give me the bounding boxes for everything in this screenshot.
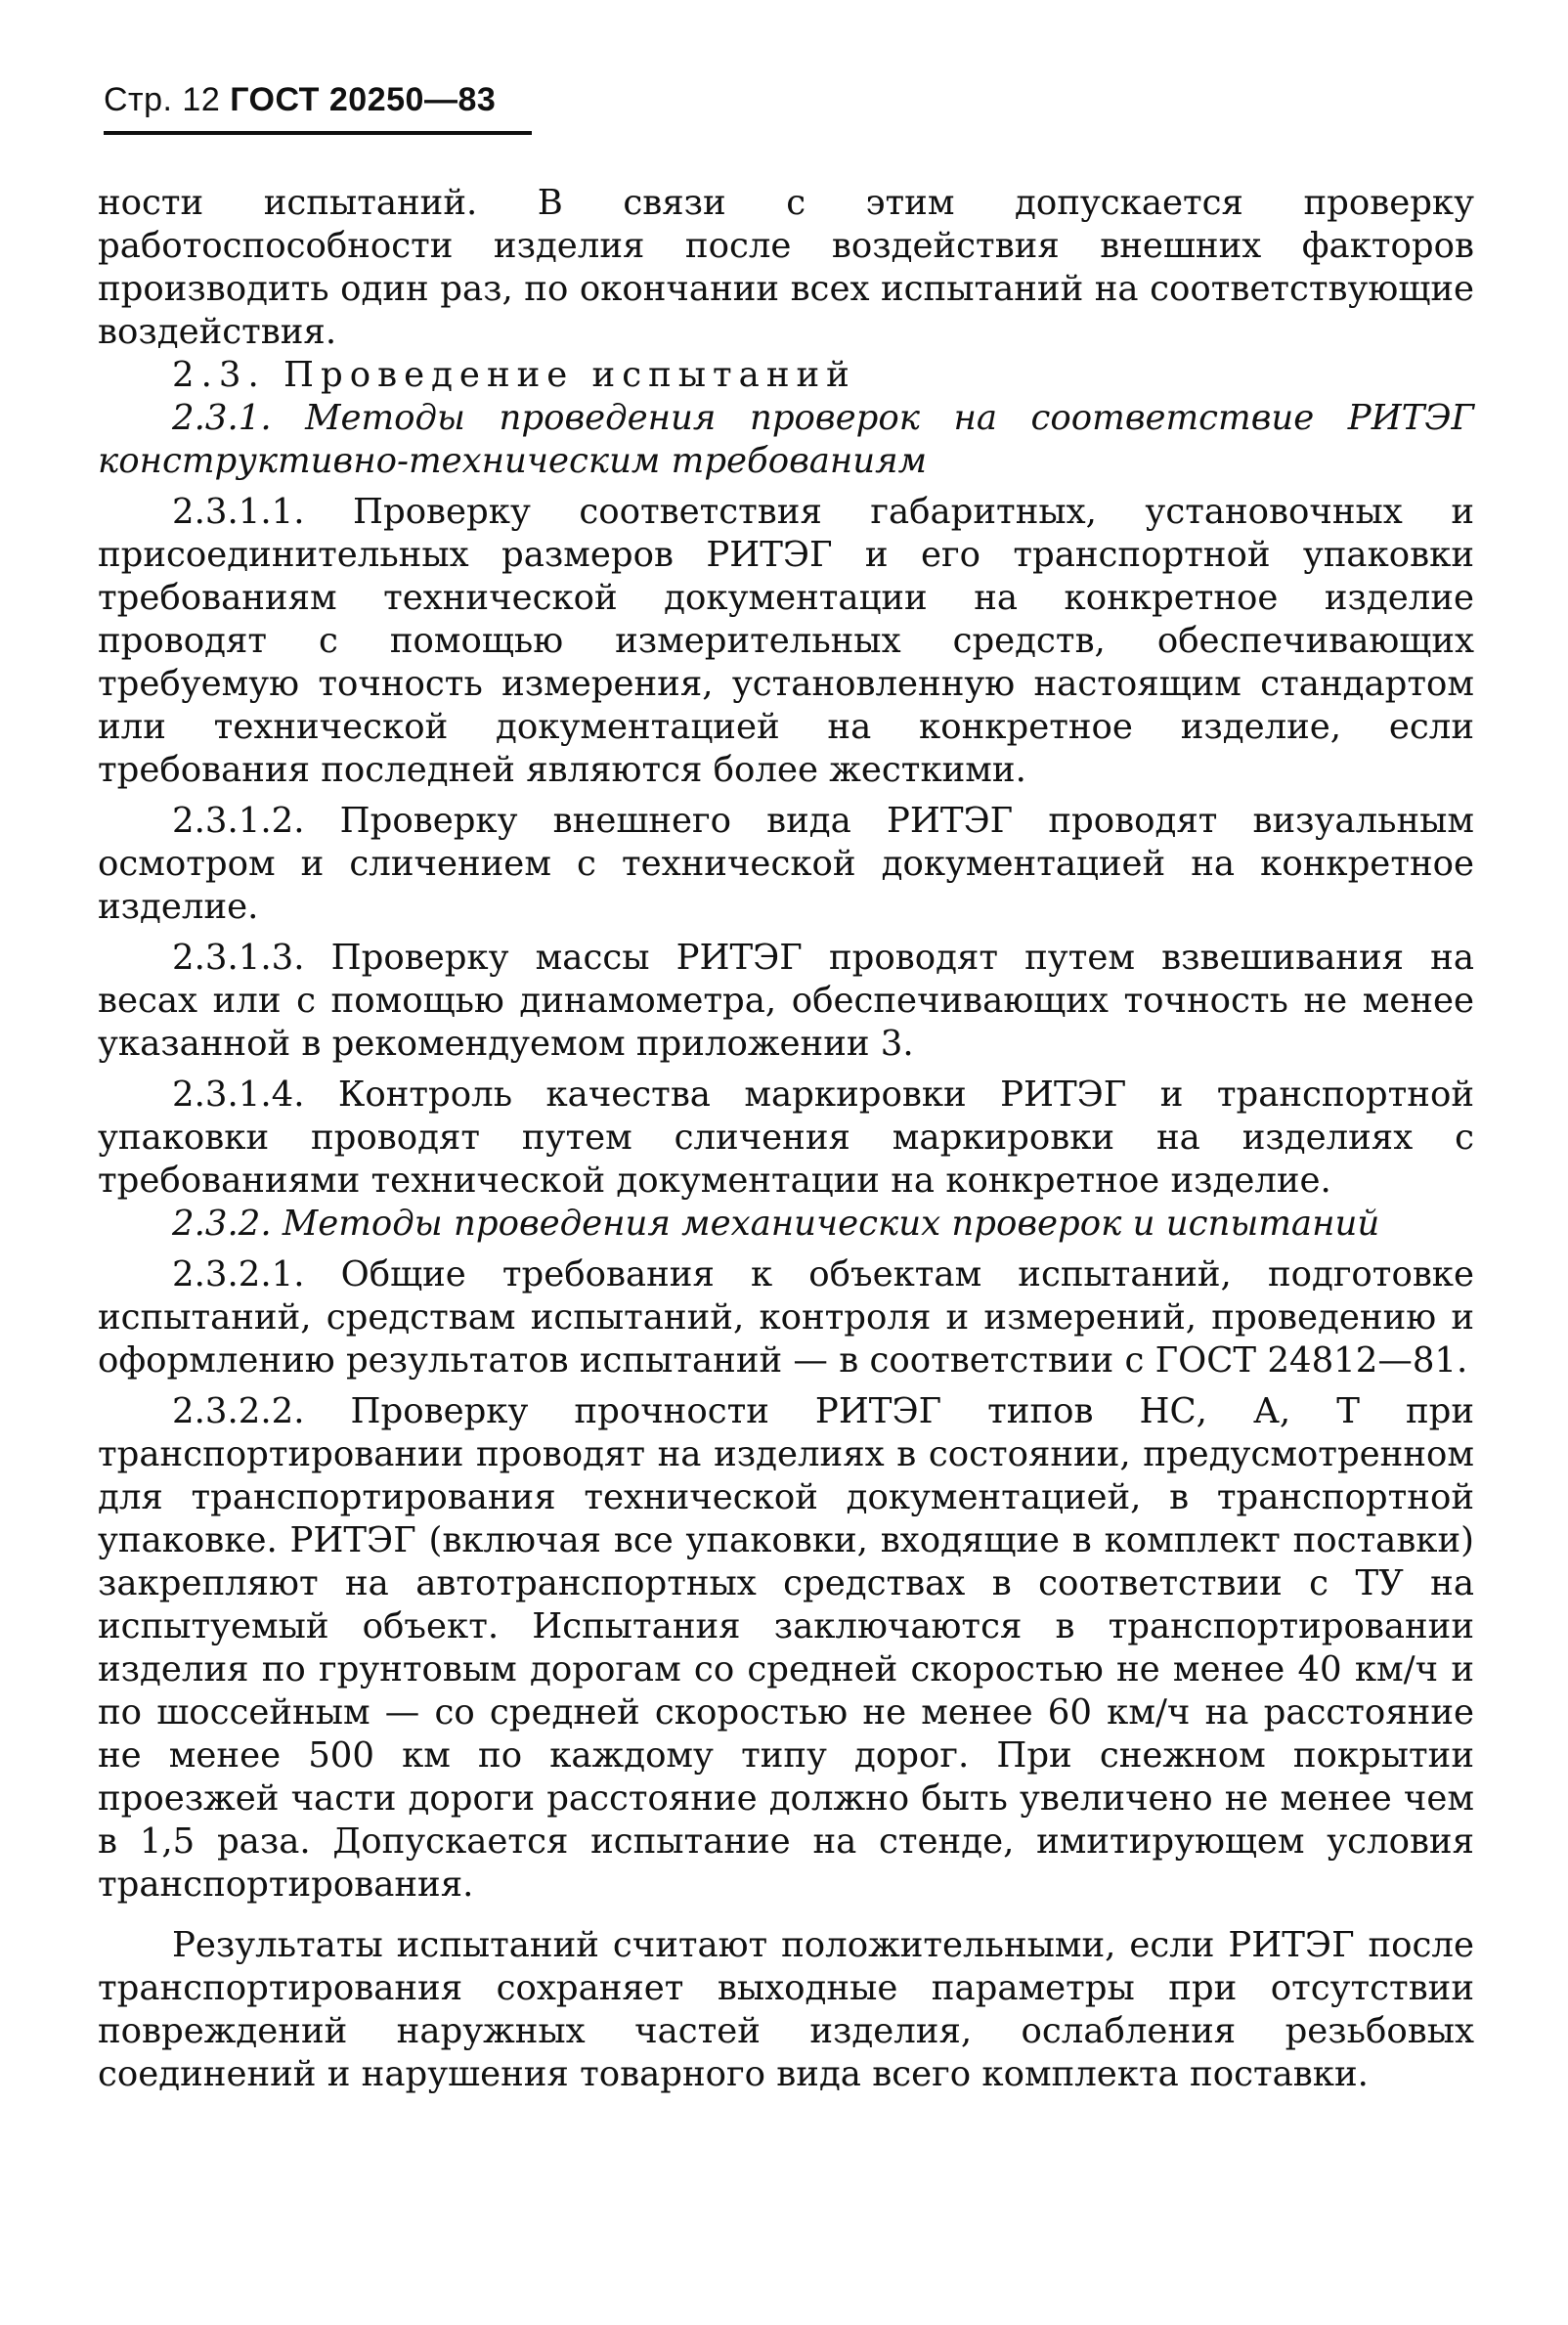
paragraph-2-3-2-1: 2.3.2.1. Общие требования к объектам испытаний, подготовке испытаний, средствам испытаний, контроля и измерений, проведению и оформлению результатов испытаний — в соответствии с ГОСТ 24812—81. <box>98 1254 1474 1381</box>
paragraph-2-3-1-1: 2.3.1.1. Проверку соответствия габаритных, установочных и присоединительных размеров РИТЭГ и его транспортной упаковки требованиям технической документации на конкретное изделие проводят с помощью измерительных средств, обеспечивающих требуемую точность измерения, установленную настоящим стандартом или технической документацией на конкретное изделие, если требования последней являются более жесткими. <box>98 492 1474 790</box>
page-header <box>104 78 532 135</box>
standard-designation: ГОСТ 20250—83 <box>230 81 497 118</box>
paragraph-2-3-2-2: 2.3.2.2. Проверку прочности РИТЭГ типов НС, А, Т при транспортировании проводят на изделиях в состоянии, предусмотренном для транспортирования технической документацией, в транспортной упаковке. РИТЭГ (включая все упаковки, входящие в комплект поставки) закрепляют на автотранспортных средствах в соответствии с ТУ на испытуемый объект. Испытания заключаются в транспортировании изделия по грунтовым дорогам со средней скоростью не менее 40 км/ч и по шоссейным — со средней скоростью не менее 60 км/ч на расстояние не менее 500 км по каждому типу дорог. При снежном покрытии проезжей части дороги расстояние должно быть увеличено не менее чем в 1,5 раза. Допускается испытание на стенде, имитирующем условия транспортирования. <box>98 1391 1474 1905</box>
section-heading-2-3: 2.3. Проведение испытаний <box>172 355 856 395</box>
paragraph-continuation: ности испытаний. В связи с этим допускается проверку работоспособности изделия после воздействия внешних факторов производить один раз, по окончании всех испытаний на соответствующие воздействия. <box>98 183 1474 352</box>
paragraph-2-3-1-4: 2.3.1.4. Контроль качества маркировки РИТЭГ и транспортной упаковки проводят путем сличения маркировки на изделиях с требованиями технической документации на конкретное изделие. <box>98 1075 1474 1201</box>
subsection-heading-2-3-1: 2.3.1. Методы проведения проверок на соответствие РИТЭГ конструктивно-техническим требованиям <box>98 398 1474 481</box>
paragraph-2-3-1-3: 2.3.1.3. Проверку массы РИТЭГ проводят путем взвешивания на весах или с помощью динамометра, обеспечивающих точность не менее указанной в рекомендуемом приложении 3. <box>98 938 1474 1064</box>
document-page <box>98 78 1474 2096</box>
page-number: Стр. 12 <box>104 81 221 118</box>
document-body <box>98 182 1474 2096</box>
paragraph-2-3-1-2: 2.3.1.2. Проверку внешнего вида РИТЭГ проводят визуальным осмотром и сличением с технической документацией на конкретное изделие. <box>98 801 1474 927</box>
paragraph-results: Результаты испытаний считают положительными, если РИТЭГ после транспортирования сохраняет выходные параметры при отсутствии повреждений наружных частей изделия, ослабления резьбовых соединений и нарушения товарного вида всего комплекта поставки. <box>98 1925 1474 2094</box>
subsection-heading-2-3-2: 2.3.2. Методы проведения механических проверок и испытаний <box>172 1204 1380 1244</box>
